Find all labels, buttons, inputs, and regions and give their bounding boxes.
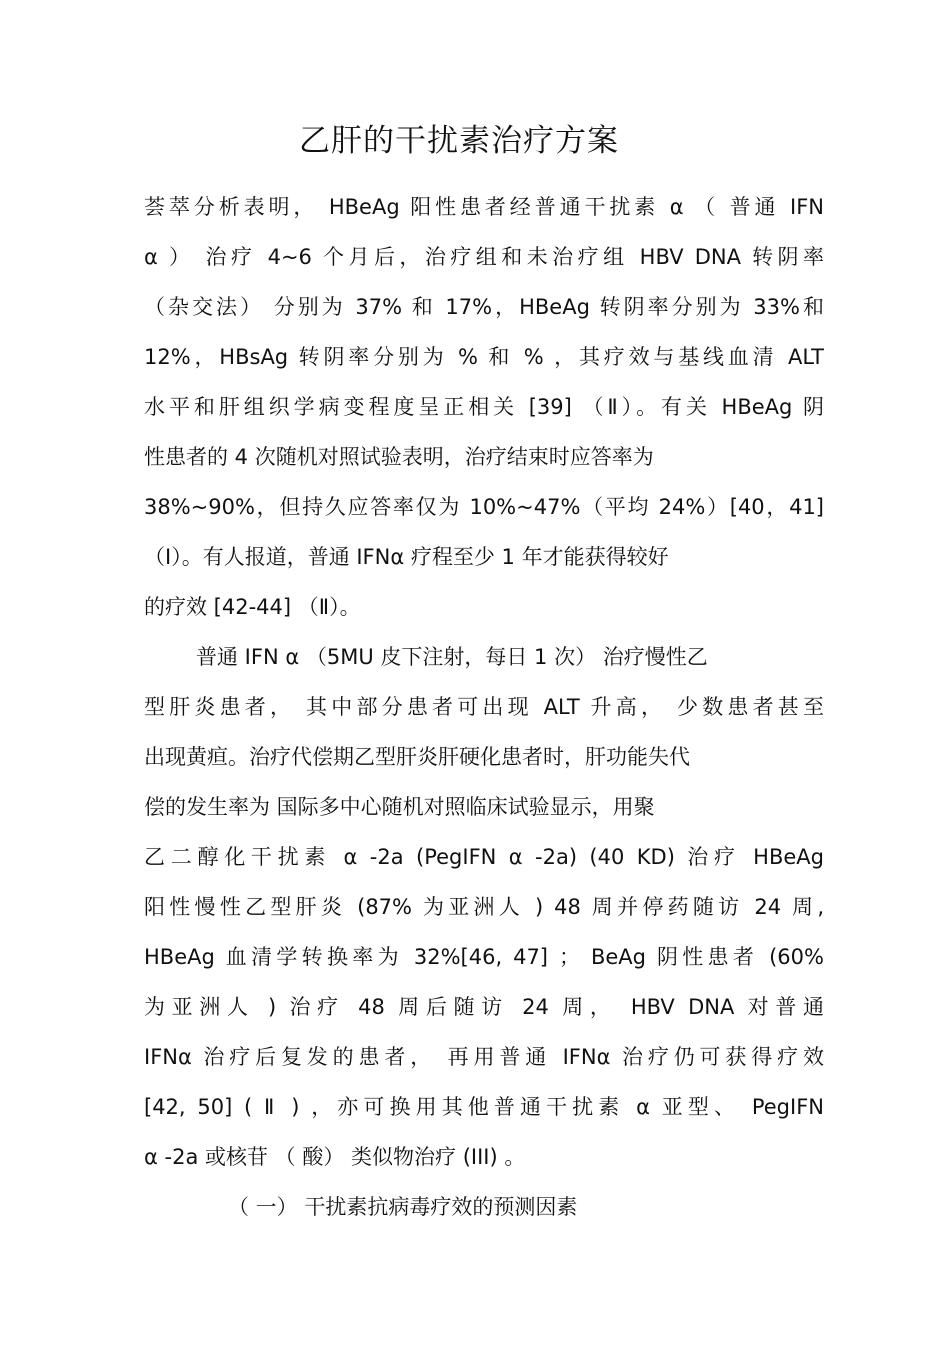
paragraph-line: （杂交法） 分别为 37% 和 17%，HBeAg 转阴率分别为 33%和: [144, 295, 824, 319]
paragraph-line: 乙二醇化干扰素 α -2a (PegIFN α -2a) (40 KD) 治疗 HBeAg: [144, 845, 824, 869]
paragraph-line: 普通 IFN α （5MU 皮下注射，每日 1 次） 治疗慢性乙: [196, 645, 708, 669]
paragraph-line: 偿的发生率为 国际多中心随机对照临床试验显示，用聚: [144, 795, 655, 819]
paragraph-line: 出现黄疸。治疗代偿期乙型肝炎肝硬化患者时，肝功能失代: [144, 745, 690, 769]
paragraph-line: （Ⅰ）。有人报道，普通 IFNα 疗程至少 1 年才能获得较好: [144, 545, 669, 569]
paragraph-line: [42, 50] ( Ⅱ ) ，亦可换用其他普通干扰素 α 亚型、 PegIFN: [144, 1095, 824, 1119]
paragraph-line: α -2a 或核苷 （ 酸） 类似物治疗 (III) 。: [144, 1145, 526, 1169]
paragraph-line: 38%~90%，但持久应答率仅为 10%~47%（平均 24%）[40，41]: [144, 495, 824, 519]
paragraph-line: 荟萃分析表明， HBeAg 阳性患者经普通干扰素 α （ 普通 IFN: [144, 195, 824, 219]
paragraph-line: 为亚洲人 ) 治疗 48 周后随访 24 周， HBV DNA 对普通: [144, 995, 824, 1019]
paragraph-line: α ） 治疗 4~6 个月后，治疗组和未治疗组 HBV DNA 转阴率: [144, 245, 824, 269]
paragraph-line: 型肝炎患者， 其中部分患者可出现 ALT 升高， 少数患者甚至: [144, 695, 824, 719]
paragraph-line: 性患者的 4 次随机对照试验表明，治疗结束时应答率为: [144, 445, 654, 469]
paragraph-line: 阳性慢性乙型肝炎 (87% 为亚洲人 ) 48 周并停药随访 24 周,: [144, 895, 824, 919]
paragraph-line: IFNα 治疗后复发的患者， 再用普通 IFNα 治疗仍可获得疗效: [144, 1045, 824, 1069]
paragraph-line: HBeAg 血清学转换率为 32%[46, 47] ； BeAg 阴性患者 (60%: [144, 945, 824, 969]
section-heading: （ 一） 干扰素抗病毒疗效的预测因素: [228, 1195, 578, 1219]
paragraph-line: 12%，HBsAg 转阴率分别为 % 和 % ，其疗效与基线血清 ALT: [144, 345, 824, 369]
document-title: 乙肝的干扰素治疗方案: [299, 123, 619, 159]
paragraph-line: 水平和肝组织学病变程度呈正相关 [39] （Ⅱ）。有关 HBeAg 阴: [144, 395, 824, 419]
paragraph-line: 的疗效 [42-44] （Ⅱ）。: [144, 595, 361, 619]
